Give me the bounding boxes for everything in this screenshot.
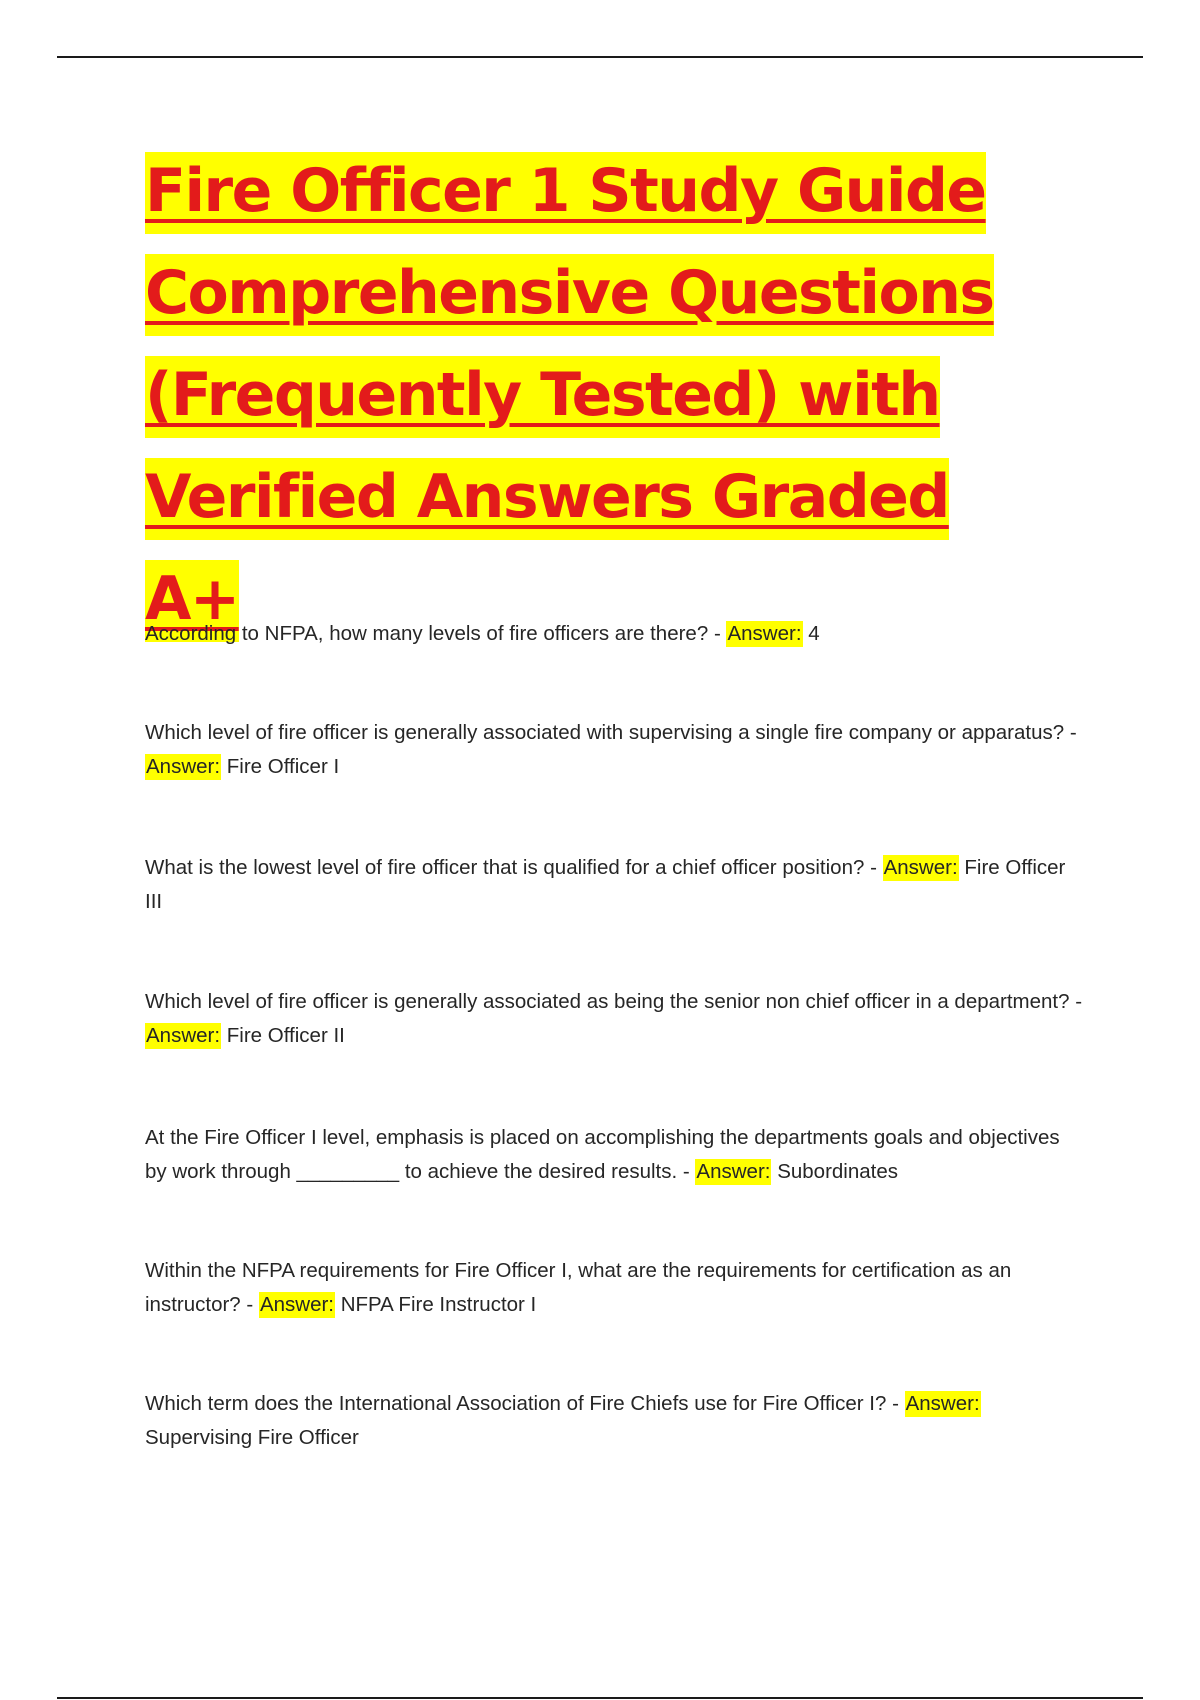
title-line-2: Comprehensive Questions bbox=[145, 242, 1045, 344]
qa-item bbox=[145, 1254, 1085, 1322]
title-line-3: (Frequently Tested) with bbox=[145, 344, 1045, 446]
qa-item bbox=[145, 617, 1085, 651]
answer-label: Answer: bbox=[696, 1160, 771, 1183]
answer-label: Answer: bbox=[905, 1392, 980, 1415]
qa-item bbox=[145, 1121, 1085, 1189]
qa-item bbox=[145, 985, 1085, 1053]
answer-text: Supervising Fire Officer bbox=[145, 1426, 359, 1449]
question-text: According to NFPA, how many levels of fire officers are there? bbox=[145, 622, 709, 645]
answer-label: Answer: bbox=[146, 1024, 221, 1047]
question-text: Which level of fire officer is generally associated with supervising a single fire company or apparatus? bbox=[145, 721, 1065, 744]
title-line-4: Verified Answers Graded A+ bbox=[145, 446, 1045, 548]
top-rule bbox=[57, 56, 1143, 58]
bottom-rule bbox=[57, 1697, 1143, 1699]
answer-text: NFPA Fire Instructor I bbox=[340, 1293, 537, 1316]
answer-label: Answer: bbox=[727, 622, 802, 645]
separator: - bbox=[708, 622, 727, 645]
answer-label: Answer: bbox=[259, 1293, 334, 1316]
answer-text: Subordinates bbox=[777, 1160, 898, 1183]
question-text: Which term does the International Association of Fire Chiefs use for Fire Officer I? bbox=[145, 1392, 887, 1415]
qa-item bbox=[145, 851, 1085, 919]
answer-text: Fire Officer II bbox=[226, 1024, 345, 1047]
separator: - bbox=[1064, 721, 1077, 744]
title-line-1: Fire Officer 1 Study Guide bbox=[145, 140, 1045, 242]
separator: - bbox=[240, 1293, 259, 1316]
separator: - bbox=[677, 1160, 696, 1183]
separator: - bbox=[886, 1392, 905, 1415]
qa-item bbox=[145, 716, 1085, 784]
qa-item bbox=[145, 1387, 1085, 1455]
answer-text: 4 bbox=[808, 622, 820, 645]
answer-label: Answer: bbox=[883, 856, 958, 879]
answer-text: Fire Officer I bbox=[226, 755, 340, 778]
question-text: At the Fire Officer I level, emphasis is placed on accomplishing the departments goals and objectives by work through _________ to achieve the desired results. bbox=[145, 1126, 1060, 1183]
question-text: Which level of fire officer is generally associated as being the senior non chief officer in a department? bbox=[145, 990, 1070, 1013]
answer-text: Fire Officer III bbox=[145, 856, 1066, 913]
separator: - bbox=[1069, 990, 1083, 1013]
question-text: What is the lowest level of fire officer that is qualified for a chief officer position? bbox=[145, 856, 865, 879]
question-text: Within the NFPA requirements for Fire Officer I, what are the requirements for certification as an instructor? bbox=[145, 1259, 1012, 1316]
separator: - bbox=[864, 856, 883, 879]
answer-label: Answer: bbox=[146, 755, 221, 778]
